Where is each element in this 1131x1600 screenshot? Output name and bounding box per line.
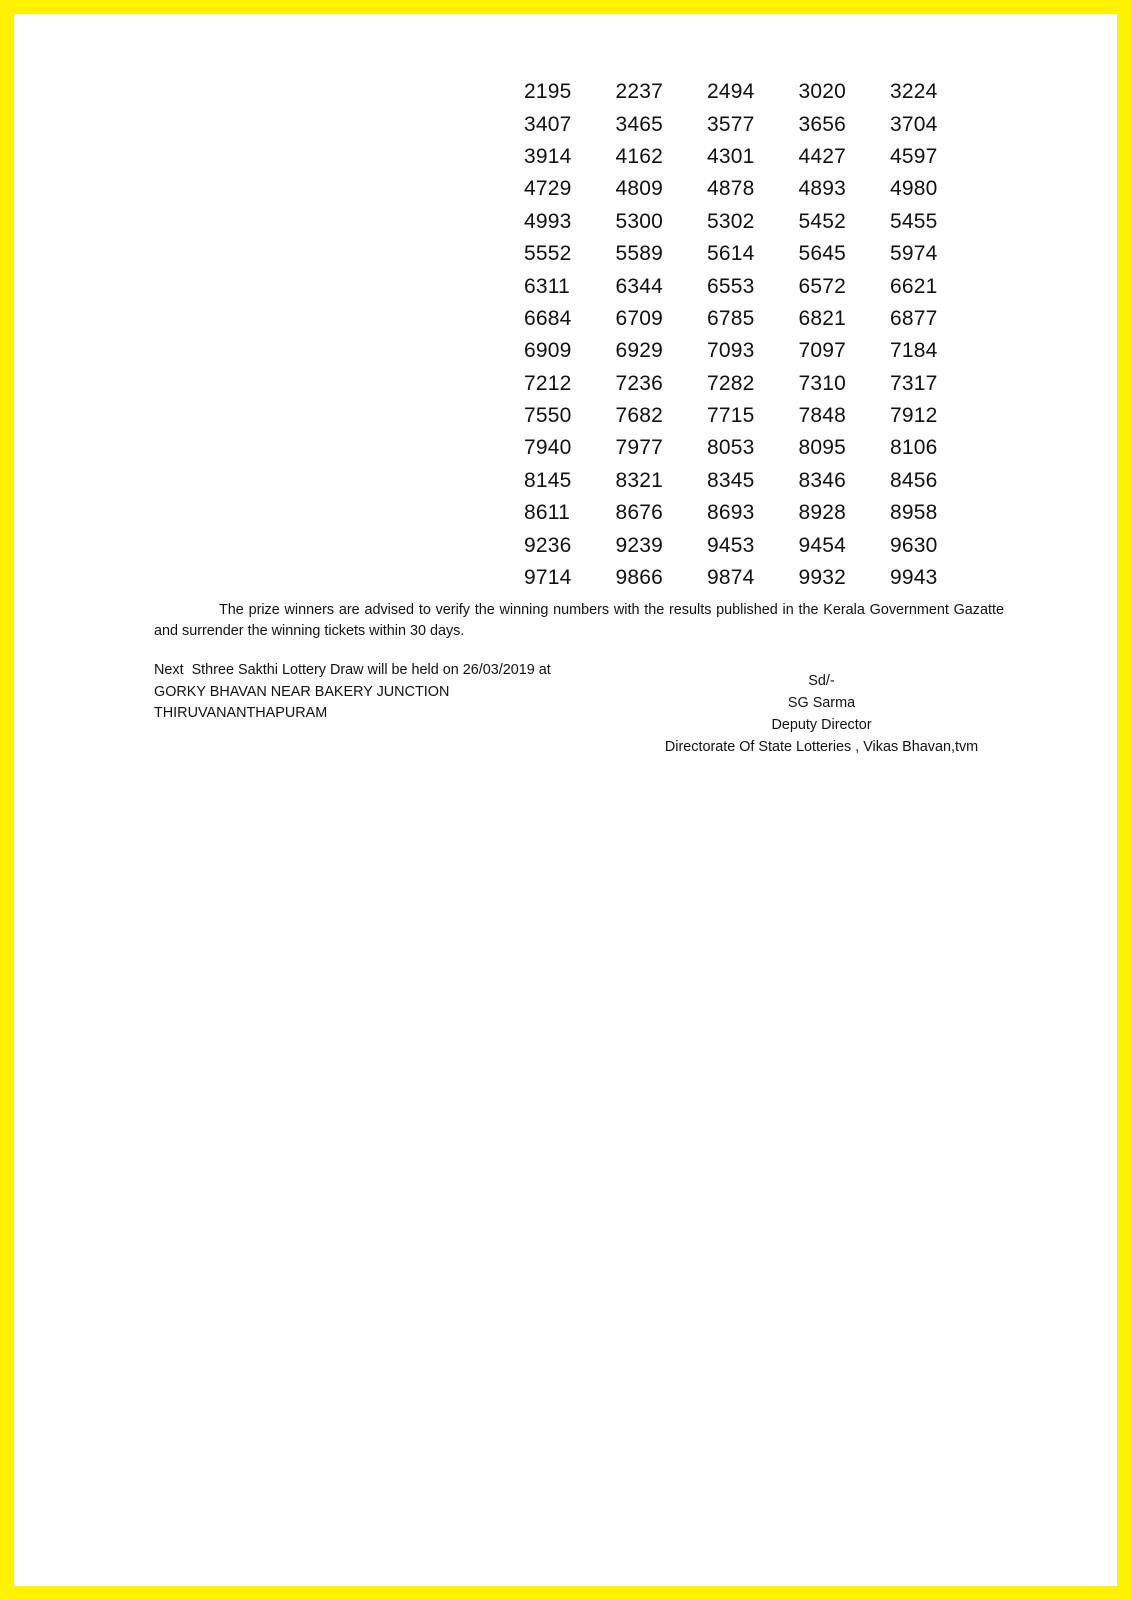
winning-number: 6572	[798, 274, 847, 298]
winning-number: 5589	[615, 242, 664, 266]
winning-number: 6344	[615, 274, 664, 298]
winning-number: 3465	[615, 112, 664, 136]
winning-number: 7212	[524, 371, 572, 395]
advisory-text: The prize winners are advised to verify the winning numbers with the results published in the Kerala Government Gazatte and surrender the winning tickets within 30 days.	[154, 602, 1004, 639]
winning-number: 8321	[615, 468, 664, 492]
winning-number: 9239	[615, 533, 664, 557]
number-row	[524, 303, 984, 335]
winning-number: 7550	[524, 404, 572, 428]
number-row	[524, 270, 984, 302]
winning-number: 9236	[524, 533, 572, 557]
winning-number: 8693	[707, 501, 755, 525]
winning-number: 6621	[890, 274, 938, 298]
winning-number: 7848	[798, 404, 847, 428]
signatory-name: SG Sarma	[787, 695, 856, 711]
number-row	[524, 529, 984, 561]
winning-number: 9874	[707, 566, 755, 590]
winning-number: 6909	[524, 339, 572, 363]
winning-number: 8095	[798, 436, 847, 460]
winning-number: 9714	[524, 566, 572, 590]
next-draw-line: Next Sthree Sakthi Lottery Draw will be held on 26/03/2019 at	[154, 662, 551, 678]
signatory-title: Deputy Director	[771, 717, 872, 733]
winning-number: 8456	[890, 468, 938, 492]
winning-number: 6311	[524, 274, 570, 298]
winning-number: 6821	[798, 306, 847, 330]
winning-number: 2195	[524, 80, 572, 104]
winning-number: 3914	[524, 144, 572, 168]
winning-number: 8958	[890, 501, 938, 525]
number-row	[524, 108, 984, 140]
winning-number: 9453	[707, 533, 755, 557]
winning-number: 7236	[615, 371, 664, 395]
number-row	[524, 432, 984, 464]
winning-number: 8106	[890, 436, 938, 460]
winning-number: 4993	[524, 209, 572, 233]
winning-number: 2237	[615, 80, 664, 104]
winning-number: 7715	[707, 404, 755, 428]
number-row	[524, 76, 984, 108]
next-draw-venue: GORKY BHAVAN NEAR BAKERY JUNCTION	[154, 683, 450, 700]
winning-number: 6709	[615, 306, 664, 330]
next-draw-city: THIRUVANANTHAPURAM	[154, 705, 328, 721]
winning-number: 6684	[524, 306, 572, 330]
winning-number: 7184	[890, 339, 938, 363]
winning-number: 4427	[798, 144, 847, 168]
signatory-office: Directorate Of State Lotteries , Vikas Bhavan,tvm	[664, 739, 979, 755]
signature-block	[614, 670, 1029, 758]
winning-number: 5552	[524, 242, 572, 266]
winning-number: 5645	[798, 242, 847, 266]
number-row	[524, 206, 984, 238]
number-row	[524, 368, 984, 400]
number-row	[524, 173, 984, 205]
winning-number: 9943	[890, 566, 938, 590]
winning-number: 4809	[615, 177, 664, 201]
winning-number: 4878	[707, 177, 755, 201]
number-row	[524, 238, 984, 270]
winning-number: 9630	[890, 533, 938, 557]
next-draw-info	[154, 660, 624, 725]
winning-number: 6553	[707, 274, 755, 298]
winning-number: 5614	[707, 242, 755, 266]
winning-number: 3656	[798, 112, 847, 136]
winning-number: 4893	[798, 177, 847, 201]
winning-number: 7097	[798, 339, 847, 363]
winning-number: 7317	[890, 371, 938, 395]
number-row	[524, 400, 984, 432]
winning-number: 6929	[615, 339, 664, 363]
winning-number: 4301	[707, 144, 755, 168]
winning-number: 5300	[615, 209, 664, 233]
winning-number: 5974	[890, 242, 938, 266]
winning-number: 8145	[524, 468, 572, 492]
winning-number: 4162	[615, 144, 664, 168]
winning-number: 6785	[707, 306, 755, 330]
winning-number: 4597	[890, 144, 938, 168]
winning-number: 8053	[707, 436, 755, 460]
winning-number: 3704	[890, 112, 938, 136]
winning-number: 3020	[798, 80, 847, 104]
number-row	[524, 335, 984, 367]
winning-number: 7940	[524, 436, 572, 460]
winning-number: 8676	[615, 501, 664, 525]
winning-number: 5452	[798, 209, 847, 233]
winning-number: 9454	[798, 533, 847, 557]
winning-number: 7912	[890, 404, 938, 428]
winning-number: 7093	[707, 339, 755, 363]
winning-number: 5302	[707, 209, 755, 233]
winning-number: 9866	[615, 566, 664, 590]
winning-number: 4980	[890, 177, 938, 201]
number-row	[524, 141, 984, 173]
winning-number: 7282	[707, 371, 755, 395]
number-row	[524, 465, 984, 497]
winning-number: 8345	[707, 468, 755, 492]
number-row	[524, 562, 984, 594]
signature-sd: Sd/-	[808, 673, 835, 689]
winning-number: 8346	[798, 468, 847, 492]
winning-number: 3577	[707, 112, 755, 136]
winning-number: 3224	[890, 80, 938, 104]
winning-number: 7977	[615, 436, 664, 460]
advisory-paragraph	[154, 600, 1004, 642]
winning-number: 8928	[798, 501, 847, 525]
winning-number: 9932	[798, 566, 847, 590]
winning-numbers-grid	[524, 76, 984, 594]
winning-number: 7682	[615, 404, 664, 428]
winning-number: 4729	[524, 177, 572, 201]
winning-number: 7310	[798, 371, 847, 395]
winning-number: 8611	[524, 501, 570, 525]
winning-number: 2494	[707, 80, 755, 104]
winning-number: 3407	[524, 112, 572, 136]
winning-number: 5455	[890, 209, 938, 233]
winning-number: 6877	[890, 306, 938, 330]
number-row	[524, 497, 984, 529]
